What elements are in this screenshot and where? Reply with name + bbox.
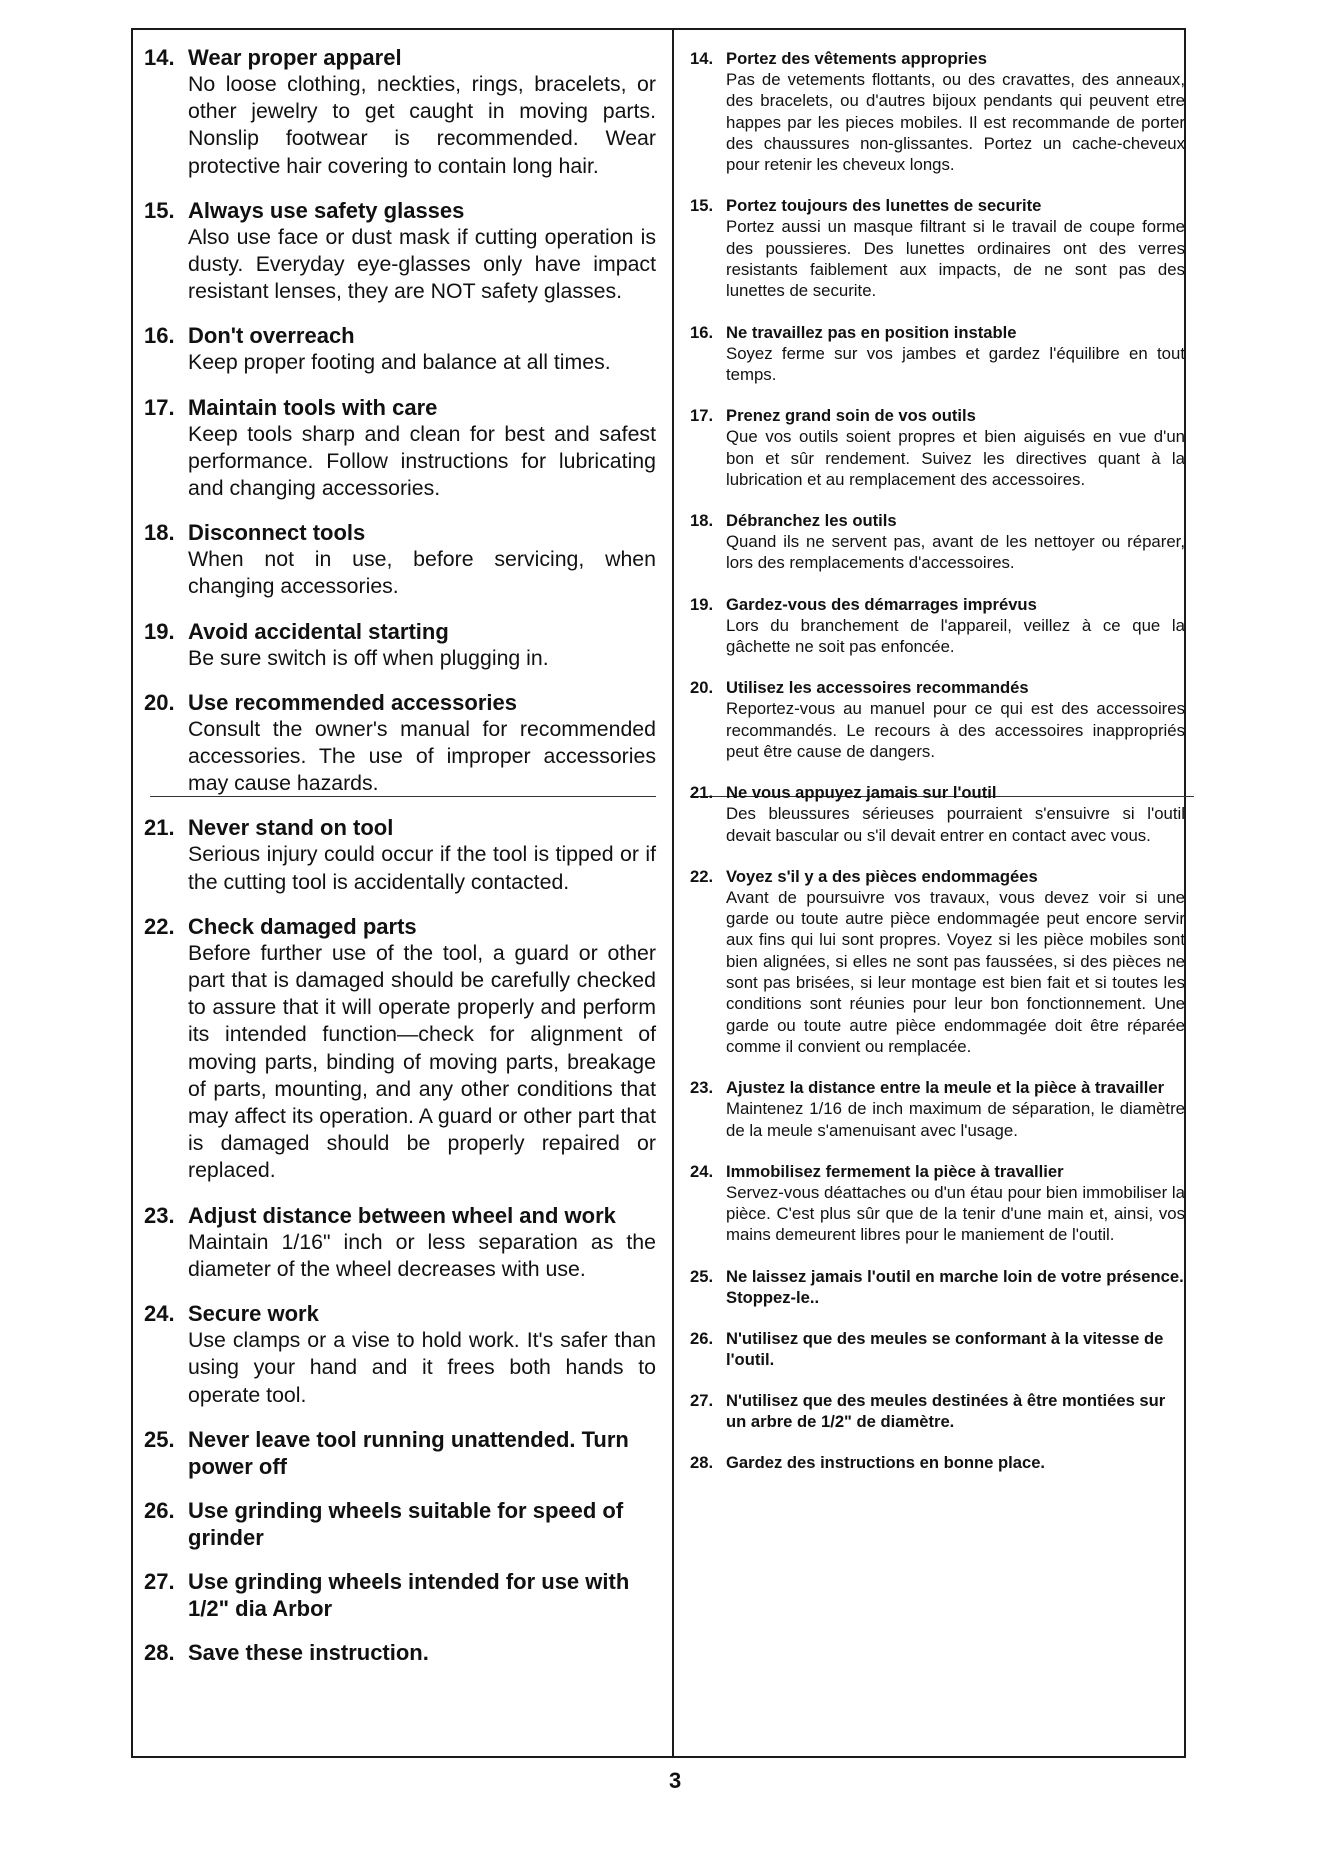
- rule-body: Soyez ferme sur vos jambes et gardez l'équilibre en tout temps.: [726, 343, 1185, 384]
- rule-body: Servez-vous déattaches ou d'un étau pour bien immobiliser la pièce. C'est plus sûr que de la tenir d'une main et, ainsi, vos mains demeurent libres pour le maniement de l'outil.: [726, 1182, 1185, 1245]
- rule-number: 24.: [144, 1301, 175, 1327]
- rule-number: 28.: [144, 1639, 175, 1665]
- rule-number: 23.: [144, 1202, 175, 1228]
- rule-body: Pas de vetements flottants, ou des cravattes, des anneaux, des bracelets, ou d'autres bijoux pendants qui peuvent etre happes par les pieces mobiles. Il est recommande de porter des chaussures non-glissantes. Portez un cache-cheveux pour retenir les cheveux longs.: [726, 70, 1185, 175]
- rule-heading: Ajustez la distance entre la meule et la pièce à travailler: [726, 1078, 1165, 1098]
- rule-body: Des bleussures sérieuses pourraient s'ensuivre si l'outil devait bascular ou s'il devait entrer en contact avec vous.: [726, 804, 1185, 845]
- rule-number: 21.: [144, 815, 175, 841]
- rule-body: Reportez-vous au manuel pour ce qui est des accessoires recommandés. Le recours à des accessoires inappropriés peut être cause de dangers.: [726, 699, 1185, 761]
- safety-rule-item: [690, 1328, 1185, 1370]
- safety-rule-item: [144, 1497, 656, 1551]
- rule-number: 26.: [144, 1497, 175, 1523]
- safety-rule-item: [690, 1390, 1185, 1432]
- rule-number: 23.: [690, 1078, 714, 1098]
- safety-rule-item: [144, 1202, 656, 1283]
- rule-number: 28.: [690, 1452, 714, 1472]
- safety-rule-item: [690, 1266, 1185, 1308]
- safety-rule-item: [690, 1077, 1185, 1141]
- rule-number: 24.: [690, 1161, 714, 1181]
- rule-heading: Ne laissez jamais l'outil en marche loin de votre présence. Stoppez-le..: [726, 1266, 1184, 1307]
- rule-body: When not in use, before servicing, when changing accessories.: [188, 547, 656, 599]
- safety-rule-item: [690, 1452, 1185, 1473]
- rule-number: 14.: [144, 45, 175, 70]
- rule-heading: Disconnect tools: [188, 520, 366, 546]
- rule-heading: Débranchez les outils: [726, 511, 897, 531]
- rule-number: 21.: [690, 783, 714, 803]
- rule-heading: Portez toujours des lunettes de securite: [726, 196, 1042, 216]
- rule-body: Maintain 1/16" inch or less separation as the diameter of the wheel decreases with use.: [188, 1229, 656, 1281]
- safety-rule-item: [690, 677, 1185, 762]
- rule-number: 19.: [144, 618, 175, 644]
- rule-heading: Ne vous appuyez jamais sur l'outil: [726, 783, 997, 803]
- rule-heading: Prenez grand soin de vos outils: [726, 406, 976, 426]
- safety-rule-item: [690, 866, 1185, 1057]
- rule-number: 25.: [144, 1426, 175, 1452]
- rule-body: Keep tools sharp and clean for best and safest performance. Follow instructions for lubricating and changing accessories.: [188, 421, 656, 501]
- rule-number: 25.: [690, 1266, 714, 1286]
- rule-heading: Use recommended accessories: [188, 689, 517, 715]
- rule-body: Maintenez 1/16 de inch maximum de séparation, le diamètre de la meule s'amenuisant avec l'usage.: [726, 1099, 1185, 1140]
- safety-rule-item: [690, 510, 1185, 574]
- rule-body: Serious injury could occur if the tool is tipped or if the cutting tool is accidentally contacted.: [188, 842, 656, 894]
- safety-rule-item: [690, 405, 1185, 490]
- rule-heading: Avoid accidental starting: [188, 618, 449, 644]
- safety-rule-item: [690, 195, 1185, 301]
- rule-heading: Never stand on tool: [188, 815, 394, 841]
- safety-rule-item: [144, 394, 656, 503]
- rule-heading: Save these instruction.: [188, 1639, 429, 1665]
- page-number: 3: [669, 1768, 682, 1793]
- rule-heading: Gardez des instructions en bonne place.: [726, 1452, 1046, 1472]
- rule-number: 15.: [690, 196, 714, 216]
- english-column: [144, 44, 656, 1683]
- column-divider: [672, 28, 674, 1758]
- rule-heading: Don't overreach: [188, 323, 355, 349]
- safety-rule-item: [690, 782, 1185, 846]
- rule-number: 27.: [144, 1568, 175, 1594]
- safety-rule-item: [144, 519, 656, 600]
- french-column: [690, 48, 1185, 1473]
- rule-heading: Ne travaillez pas en position instable: [726, 322, 1017, 342]
- rule-body: Before further use of the tool, a guard or other part that is damaged should be carefully checked to assure that it will operate properly and perform its intended function—check for alignment of moving parts, binding of moving parts, breakage of parts, mounting, and any other conditions that may affect its operation. A guard or other part that is damaged should be properly repaired or replaced.: [188, 940, 656, 1183]
- rule-heading: N'utilisez que des meules se conformant à la vitesse de l'outil.: [726, 1328, 1164, 1369]
- rule-heading: Utilisez les accessoires recommandés: [726, 678, 1029, 698]
- rule-heading: Secure work: [188, 1301, 319, 1327]
- rule-heading: Gardez-vous des démarrages imprévus: [726, 594, 1037, 614]
- safety-rule-item: [144, 814, 656, 895]
- rule-body: No loose clothing, neckties, rings, bracelets, or other jewelry to get caught in moving parts. Nonslip footwear is recommended. Wear protective hair covering to contain long hair.: [188, 72, 656, 178]
- safety-rule-item: [144, 197, 656, 306]
- safety-rule-item: [144, 322, 656, 376]
- safety-rule-item: [690, 1161, 1185, 1246]
- rule-number: 27.: [690, 1390, 714, 1410]
- rule-number: 16.: [144, 323, 175, 349]
- rule-body: Use clamps or a vise to hold work. It's safer than using your hand and it frees both hands to operate tool.: [188, 1328, 656, 1407]
- rule-number: 18.: [144, 520, 175, 546]
- rule-number: 17.: [144, 394, 175, 420]
- rule-number: 19.: [690, 594, 714, 614]
- safety-rule-item: [144, 1300, 656, 1409]
- safety-rule-item: [690, 48, 1185, 175]
- rule-body: Que vos outils soient propres et bien aiguisés en vue d'un bon et sûr rendement. Suivez les directives quant à la lubrication et au remplacement des accessoires.: [726, 427, 1185, 489]
- rule-heading: Check damaged parts: [188, 913, 417, 939]
- safety-rule-item: [144, 689, 656, 798]
- rule-heading: Maintain tools with care: [188, 394, 438, 420]
- rule-heading: Use grinding wheels suitable for speed of grinder: [188, 1497, 624, 1550]
- rule-body: Also use face or dust mask if cutting operation is dusty. Everyday eye-glasses only have impact resistant lenses, they are NOT safety glasses.: [188, 224, 656, 304]
- rule-number: 16.: [690, 322, 714, 342]
- rule-number: 22.: [690, 866, 714, 886]
- safety-rule-item: [690, 594, 1185, 658]
- rule-number: 18.: [690, 511, 714, 531]
- safety-rule-item: [144, 1426, 656, 1480]
- safety-rule-item: [144, 618, 656, 672]
- safety-rule-item: [690, 322, 1185, 386]
- rule-heading: N'utilisez que des meules destinées à être montiées sur un arbre de 1/2" de diamètre.: [726, 1390, 1166, 1431]
- safety-rule-item: [144, 1639, 656, 1666]
- rule-heading: Wear proper apparel: [188, 45, 402, 70]
- rule-heading: Always use safety glasses: [188, 197, 465, 223]
- rule-number: 15.: [144, 197, 175, 223]
- rule-heading: Immobilisez fermement la pièce à travallier: [726, 1161, 1064, 1181]
- rule-number: 22.: [144, 913, 175, 939]
- rule-number: 20.: [690, 678, 714, 698]
- rule-body: Portez aussi un masque filtrant si le travail de coupe forme des poussieres. Des lunettes ordinaires ont des verres resistants faiblement aux impacts, de ne sont pas des lunettes de securite.: [726, 217, 1185, 301]
- rule-heading: Portez des vêtements appropries: [726, 49, 987, 68]
- rule-body: Be sure switch is off when plugging in.: [188, 645, 549, 670]
- rule-number: 26.: [690, 1328, 714, 1348]
- rule-heading: Voyez s'il y a des pièces endommagées: [726, 866, 1038, 886]
- rule-body: Keep proper footing and balance at all times.: [188, 350, 611, 375]
- safety-rule-item: [144, 913, 656, 1185]
- rule-body: Avant de poursuivre vos travaux, vous devez voir si une garde ou toute autre pièce endommagée peut encore servir aux fins qui lui sont propres. Voyez si les pièce mobiles sont bien alignées, si elles ne sont pas faussées, si des pièces ne sont pas brisées, si leur montage est bien fait et si toutes les conditions sont réunies pour leur bon fonctionnement. Une garde ou toute autre pièce endommagée doit être réparée comme il convient ou remplacée.: [726, 887, 1185, 1056]
- rule-heading: Adjust distance between wheel and work: [188, 1202, 616, 1228]
- rule-body: Consult the owner's manual for recommended accessories. The use of improper accessories may cause hazards.: [188, 716, 656, 796]
- safety-rule-item: [144, 44, 656, 180]
- rule-number: 17.: [690, 406, 714, 426]
- rule-heading: Never leave tool running unattended. Turn power off: [188, 1426, 629, 1479]
- rule-number: 14.: [690, 49, 714, 68]
- rule-number: 20.: [144, 689, 175, 715]
- rule-body: Lors du branchement de l'appareil, veillez à ce que la gâchette ne soit pas enfoncée.: [726, 615, 1185, 657]
- rule-heading: Use grinding wheels intended for use with 1/2" dia Arbor: [188, 1568, 630, 1621]
- safety-rule-item: [144, 1568, 656, 1622]
- rule-body: Quand ils ne servent pas, avant de les nettoyer ou réparer, lors des remplacements d'accessoires.: [726, 532, 1185, 573]
